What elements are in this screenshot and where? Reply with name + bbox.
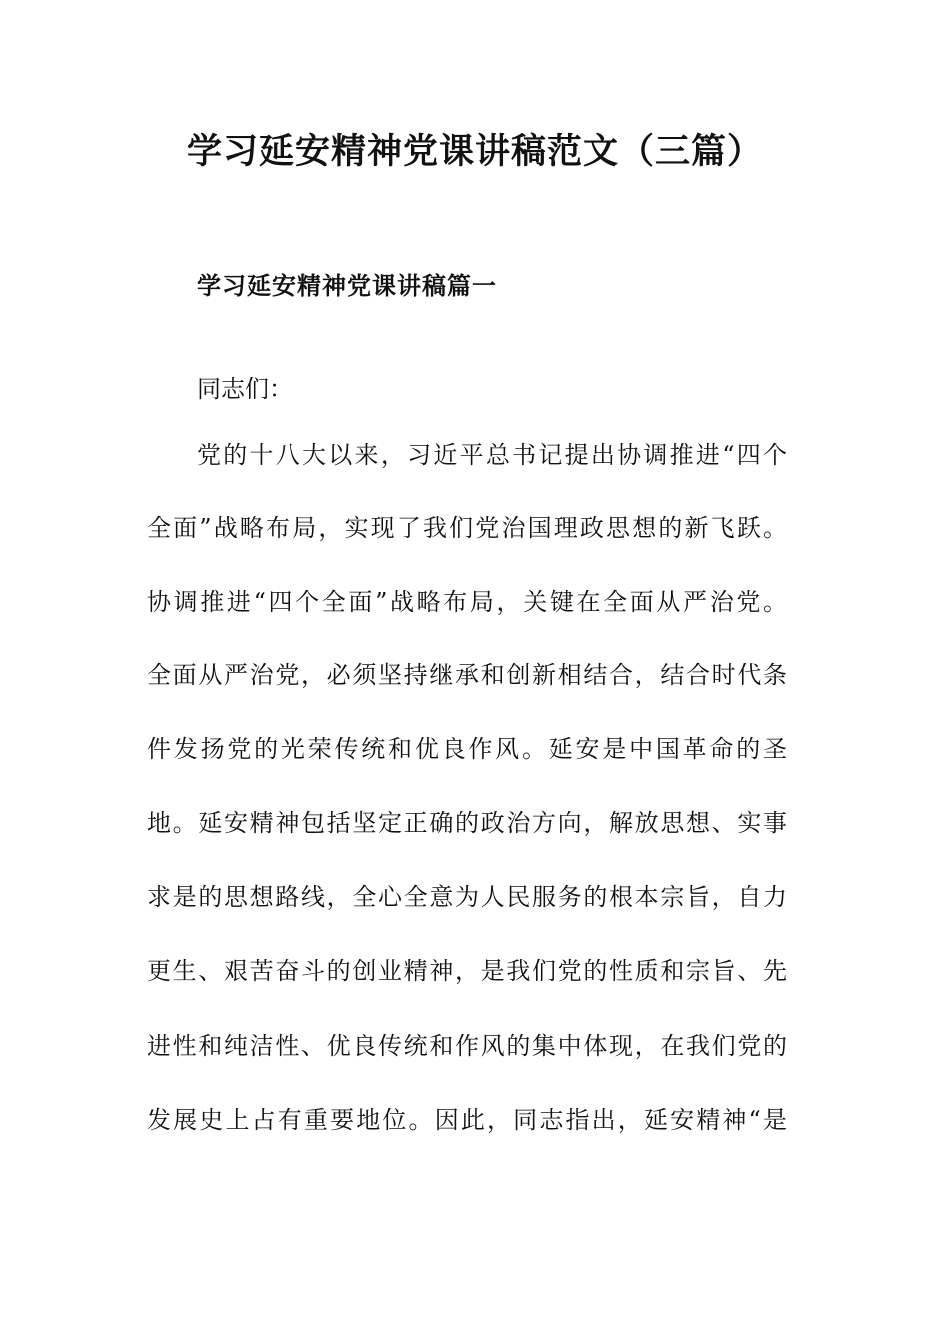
salutation: 同志们： <box>197 375 293 403</box>
body-line: 全面”战略布局，实现了我们党治国理政思想的新飞跃。 <box>147 514 787 542</box>
body-line: 发展史上占有重要地位。因此，同志指出，延安精神“是 <box>147 1106 787 1134</box>
body-line: 地。延安精神包括坚定正确的政治方向，解放思想、实事 <box>147 809 787 837</box>
section-heading: 学习延安精神党课讲稿篇一 <box>197 272 497 300</box>
body-line: 协调推进“四个全面”战略布局，关键在全面从严治党。 <box>147 588 787 616</box>
body-line: 求是的思想路线，全心全意为人民服务的根本宗旨，自力 <box>147 883 787 911</box>
body-line: 更生、艰苦奋斗的创业精神，是我们党的性质和宗旨、先 <box>147 957 787 985</box>
document-title: 学习延安精神党课讲稿范文（三篇） <box>186 132 763 172</box>
body-line: 全面从严治党，必须坚持继承和创新相结合，结合时代条 <box>147 661 787 689</box>
body-line: 进性和纯洁性、优良传统和作风的集中体现，在我们党的 <box>147 1032 787 1060</box>
body-line: 党的十八大以来，习近平总书记提出协调推进“四个 <box>197 441 787 469</box>
body-line: 件发扬党的光荣传统和优良作风。延安是中国革命的圣 <box>147 735 787 763</box>
